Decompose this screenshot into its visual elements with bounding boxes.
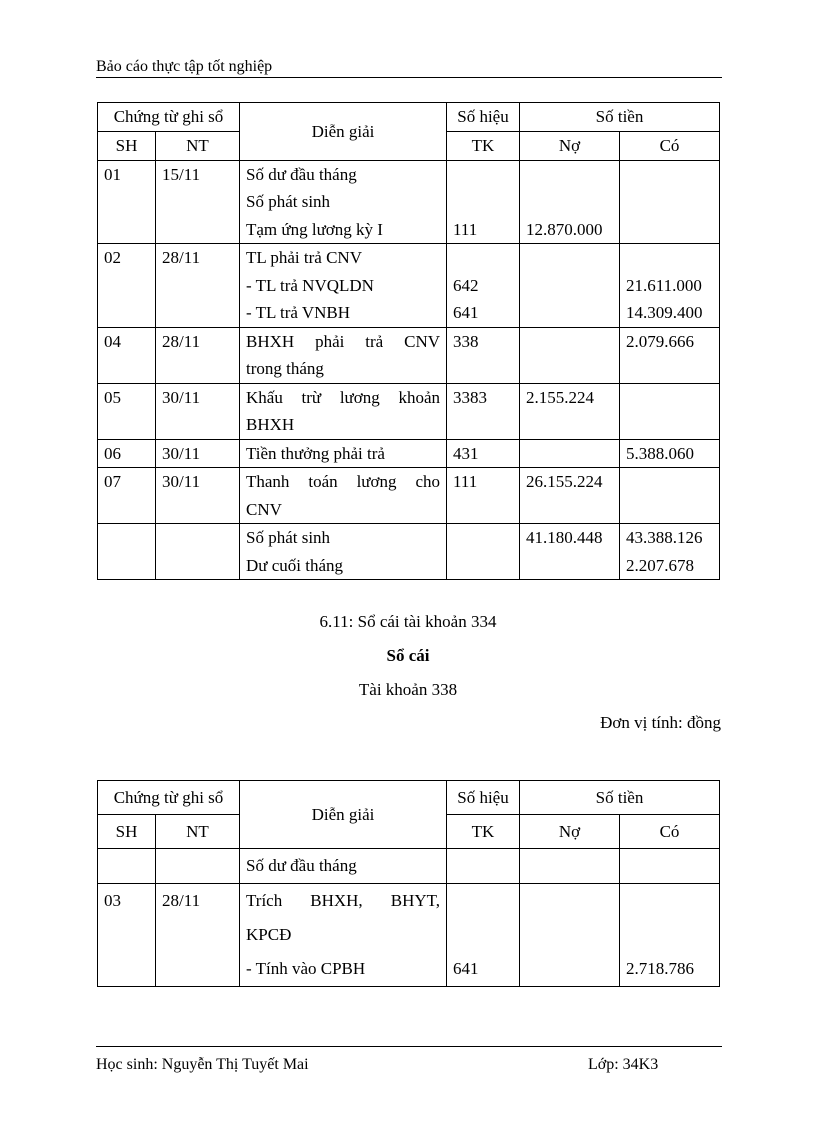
cell-credit-line: 2.207.678	[626, 555, 694, 575]
col-account-top: Số hiệu	[447, 781, 520, 815]
student-name: Học sinh: Nguyễn Thị Tuyết Mai	[96, 1056, 309, 1073]
cell-debit-line	[526, 355, 613, 383]
col-sh: SH	[98, 815, 156, 849]
cell-description-line: BHXH phải trả CNV	[246, 331, 440, 351]
cell-account-line	[453, 161, 513, 189]
cell-account-line	[453, 849, 513, 883]
cell-credit-line	[626, 918, 713, 952]
cell-credit	[620, 160, 720, 244]
cell-nt: 28/11	[156, 244, 240, 328]
cell-debit-line	[526, 244, 613, 272]
col-account-bottom: TK	[447, 815, 520, 849]
page-header: Bảo cáo thực tập tốt nghiệp	[96, 58, 722, 78]
cell-description-line: CNV	[246, 499, 282, 519]
cell-debit-line	[526, 272, 613, 300]
cell-account-line: 111	[453, 472, 478, 491]
cell-sh	[98, 524, 156, 580]
col-description: Diễn giải	[240, 781, 447, 849]
cell-account	[447, 327, 520, 383]
cell-description-line: Số phát sinh	[246, 528, 331, 547]
cell-sh: 04	[98, 327, 156, 383]
cell-account	[447, 884, 520, 987]
table-row	[98, 327, 720, 383]
cell-debit-line	[526, 411, 613, 439]
cell-sh: 02	[98, 244, 156, 328]
cell-credit-line	[626, 188, 713, 216]
col-debit: Nợ	[520, 132, 620, 161]
col-sh: SH	[98, 132, 156, 161]
col-credit: Có	[620, 815, 720, 849]
col-credit: Có	[620, 132, 720, 161]
cell-account-line: 3383	[453, 387, 487, 407]
cell-credit-line	[626, 468, 713, 496]
cell-sh: 01	[98, 160, 156, 244]
table-row	[98, 468, 720, 524]
cell-account-line	[453, 411, 513, 439]
cell-account	[447, 524, 520, 580]
cell-account-line: 641	[453, 959, 479, 978]
cell-credit-line	[626, 244, 713, 272]
cell-account-line	[453, 355, 513, 383]
cell-credit	[620, 244, 720, 328]
cell-account	[447, 383, 520, 439]
cell-description	[240, 468, 447, 524]
cell-nt: 30/11	[156, 383, 240, 439]
cell-account	[447, 160, 520, 244]
cell-description-line: Số dư đầu tháng	[246, 164, 357, 184]
cell-credit	[620, 849, 720, 884]
cell-debit	[520, 244, 620, 328]
col-debit: Nợ	[520, 815, 620, 849]
cell-description-line: - TL trả NVQLDN	[246, 275, 374, 295]
table-row	[98, 244, 720, 328]
cell-account	[447, 439, 520, 468]
cell-account	[447, 849, 520, 884]
cell-account-line	[453, 918, 513, 952]
cell-description	[240, 884, 447, 987]
cell-debit-line	[526, 918, 613, 952]
cell-nt	[156, 524, 240, 580]
cell-debit-line: 41.180.448	[526, 528, 603, 547]
cell-debit-line: 26.155.224	[526, 472, 603, 491]
cell-debit	[520, 468, 620, 524]
cell-nt: 30/11	[156, 468, 240, 524]
cell-sh: 07	[98, 468, 156, 524]
ledger-title: Sổ cái	[386, 646, 430, 665]
col-amount: Số tiền	[520, 103, 720, 132]
cell-description-line: Khấu trừ lương khoản	[246, 387, 440, 407]
cell-account-line: 431	[453, 443, 479, 463]
cell-sh: 03	[98, 884, 156, 987]
cell-account-line: 642	[453, 275, 479, 295]
cell-description-line: Số phát sinh	[246, 192, 331, 211]
col-account-top: Số hiệu	[447, 103, 520, 132]
cell-description	[240, 524, 447, 580]
cell-debit-line	[526, 299, 613, 327]
cell-debit-line	[526, 496, 613, 524]
cell-account-line	[453, 552, 513, 580]
cell-description	[240, 327, 447, 383]
cell-description-line: Dư cuối tháng	[246, 555, 344, 575]
cell-description	[240, 244, 447, 328]
col-nt: NT	[156, 132, 240, 161]
cell-debit	[520, 327, 620, 383]
cell-credit-line: 43.388.126	[626, 528, 703, 547]
cell-debit-line	[526, 552, 613, 580]
cell-debit-line	[526, 952, 613, 986]
cell-sh: 05	[98, 383, 156, 439]
cell-description	[240, 383, 447, 439]
cell-description-line: Thanh toán lương cho	[246, 472, 440, 491]
table-row	[98, 524, 720, 580]
cell-sh	[98, 849, 156, 884]
cell-credit-line	[626, 884, 713, 918]
cell-credit	[620, 468, 720, 524]
cell-debit	[520, 884, 620, 987]
cell-nt: 28/11	[156, 884, 240, 987]
cell-nt: 28/11	[156, 327, 240, 383]
unit-label: Đơn vị tính: đồng	[600, 713, 721, 732]
cell-nt	[156, 849, 240, 884]
cell-credit-line	[626, 849, 713, 883]
cell-account-line	[453, 244, 513, 272]
cell-description-line: Tiền thưởng phải trả	[246, 443, 385, 463]
cell-account-line	[453, 884, 513, 918]
cell-credit-line: 5.388.060	[626, 443, 694, 463]
cell-credit	[620, 884, 720, 987]
cell-description	[240, 160, 447, 244]
cell-debit	[520, 524, 620, 580]
cell-credit-line: 21.611.000	[626, 275, 702, 295]
page-footer	[96, 1046, 722, 1073]
cell-debit-line: 2.155.224	[526, 387, 594, 407]
cell-debit	[520, 849, 620, 884]
cell-credit-line: 2.718.786	[626, 959, 694, 978]
cell-credit-line	[626, 384, 713, 412]
cell-account	[447, 244, 520, 328]
cell-description-line: KPCĐ	[246, 925, 292, 944]
cell-account-line	[453, 496, 513, 524]
cell-sh: 06	[98, 439, 156, 468]
table-row	[98, 884, 720, 987]
col-description: Diễn giải	[240, 103, 447, 161]
col-amount: Số tiền	[520, 781, 720, 815]
cell-debit-line	[526, 188, 613, 216]
cell-description-line: - TL trả VNBH	[246, 303, 351, 322]
cell-debit	[520, 439, 620, 468]
cell-description	[240, 439, 447, 468]
cell-description-line: BHXH	[246, 415, 295, 434]
cell-debit-line	[526, 328, 613, 356]
col-nt: NT	[156, 815, 240, 849]
ledger-table-334	[97, 102, 720, 580]
cell-credit	[620, 327, 720, 383]
cell-account	[447, 468, 520, 524]
cell-debit-line	[526, 849, 613, 883]
cell-nt: 30/11	[156, 439, 240, 468]
col-voucher-group: Chứng từ ghi sổ	[98, 781, 240, 815]
cell-credit-line	[626, 496, 713, 524]
ledger-table-338	[97, 780, 720, 987]
cell-account-line: 641	[453, 303, 479, 322]
cell-debit-line: 12.870.000	[526, 219, 603, 239]
cell-debit	[520, 383, 620, 439]
cell-credit	[620, 383, 720, 439]
cell-credit-line: 2.079.666	[626, 331, 694, 351]
cell-credit	[620, 439, 720, 468]
col-voucher-group: Chứng từ ghi sổ	[98, 103, 240, 132]
table-row	[98, 383, 720, 439]
cell-credit-line: 14.309.400	[626, 303, 703, 322]
cell-account-line	[453, 188, 513, 216]
cell-credit-line	[626, 411, 713, 439]
cell-account-line: 338	[453, 331, 479, 351]
cell-description-line: Tạm ứng lương kỳ I	[246, 219, 383, 239]
cell-credit-line	[626, 216, 713, 244]
col-account-bottom: TK	[447, 132, 520, 161]
cell-description-line: - Tính vào CPBH	[246, 959, 366, 978]
cell-credit-line	[626, 355, 713, 383]
cell-description-line: trong tháng	[246, 359, 324, 378]
cell-debit-line	[526, 161, 613, 189]
table-row	[98, 849, 720, 884]
cell-credit-line	[626, 161, 713, 189]
account-title: Tài khoản 338	[358, 680, 458, 699]
cell-account-line: 111	[453, 219, 478, 239]
cell-description	[240, 849, 447, 884]
table-row	[98, 160, 720, 244]
cell-description-line: Số dư đầu tháng	[246, 856, 357, 875]
cell-debit-line	[526, 440, 613, 468]
cell-nt: 15/11	[156, 160, 240, 244]
class-label: Lớp: 34K3	[588, 1056, 659, 1073]
cell-debit	[520, 160, 620, 244]
cell-account-line	[453, 524, 513, 552]
table-row	[98, 439, 720, 468]
cell-debit-line	[526, 884, 613, 918]
cell-description-line: Trích BHXH, BHYT,	[246, 891, 440, 910]
table-caption: 6.11: Sổ cái tài khoản 334	[319, 612, 497, 631]
cell-credit	[620, 524, 720, 580]
cell-description-line: TL phải trả CNV	[246, 248, 362, 267]
